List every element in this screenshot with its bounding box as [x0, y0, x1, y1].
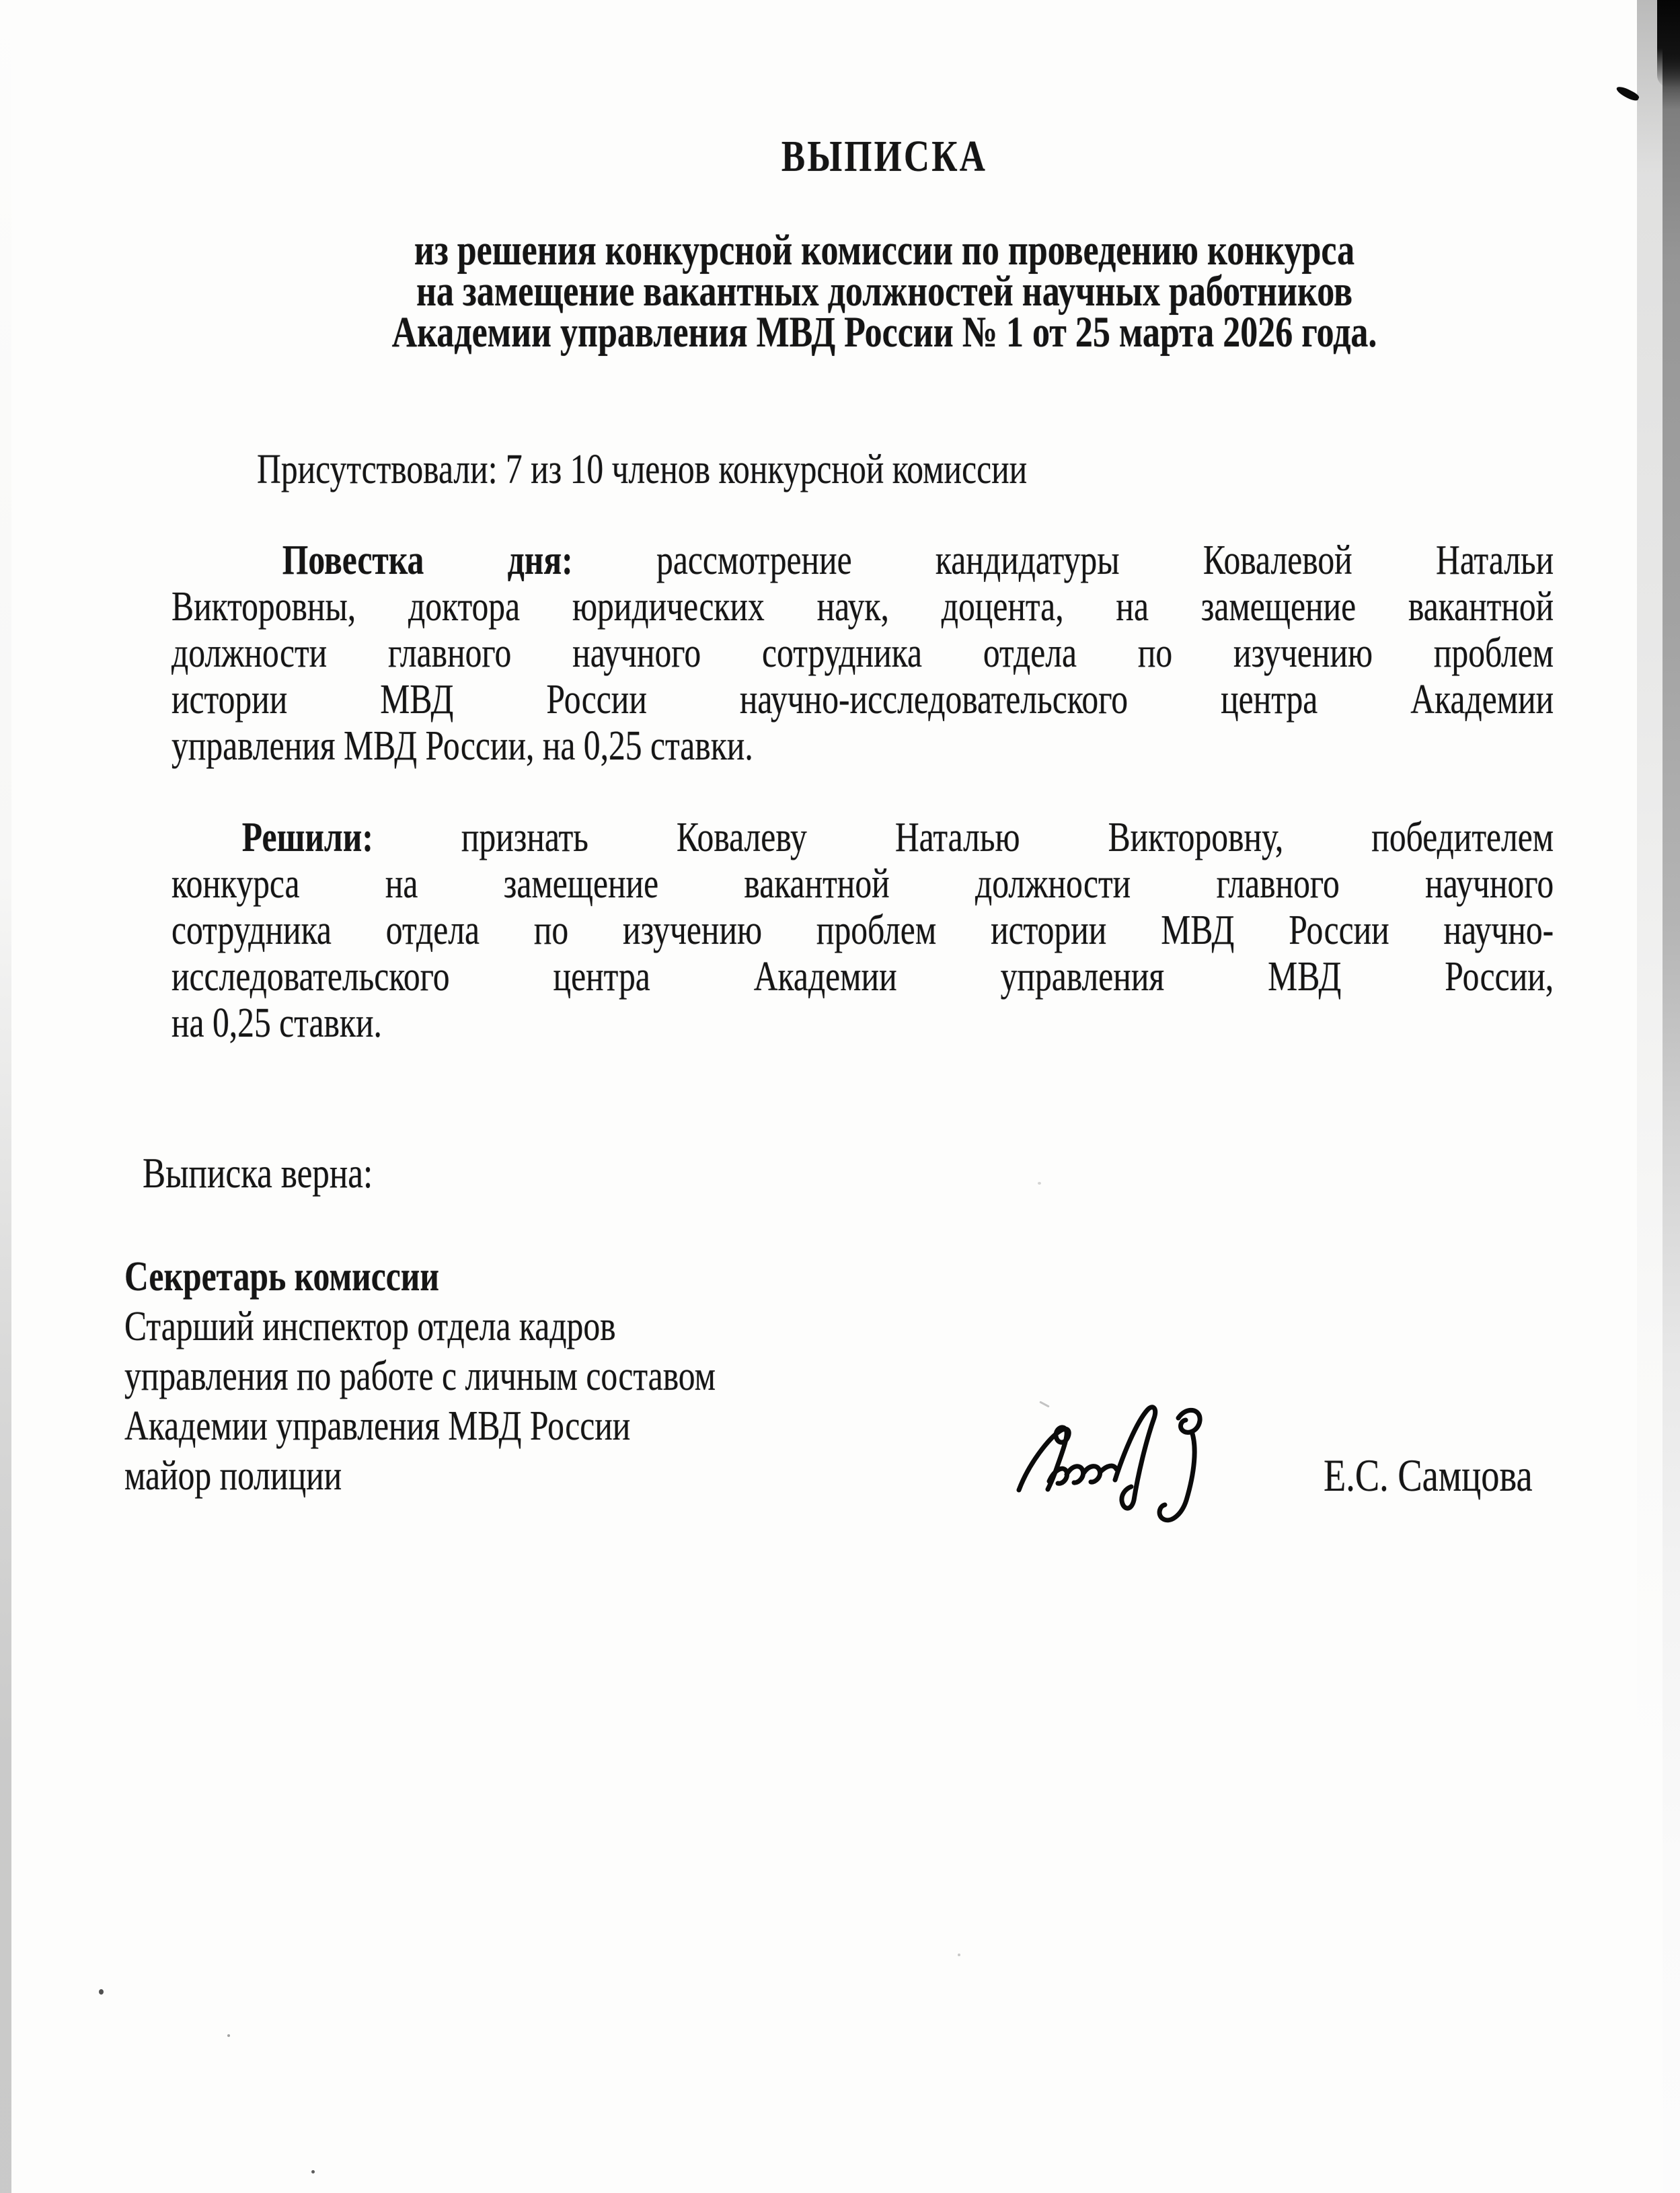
agenda-paragraph — [171, 537, 1554, 770]
agenda-line: должности главного научного сотрудника отдела по изучению проблем — [171, 630, 1554, 676]
signatory-role-line: майор полиции — [124, 1453, 342, 1499]
dust-speck — [227, 2034, 230, 2037]
attendance-line: Присутствовали: 7 из 10 членов конкурсной комиссии — [257, 447, 1028, 492]
resolution-label: Решили: — [241, 815, 373, 860]
certification-line: Выписка верна: — [143, 1149, 373, 1197]
agenda-line — [171, 537, 1554, 584]
handwritten-signature-icon — [1002, 1399, 1231, 1561]
agenda-line-rest: рассмотрение кандидатуры Ковалевой Натальи — [572, 537, 1554, 583]
signatory-block — [124, 1252, 716, 1501]
resolution-line — [171, 815, 1554, 861]
signatory-name: Е.С. Самцова — [1324, 1450, 1533, 1501]
dust-speck — [99, 1989, 104, 1995]
resolution-line: конкурса на замещение вакантной должности главного научного — [171, 861, 1554, 907]
subtitle-line: на замещение вакантных должностей научных работников — [416, 267, 1353, 315]
agenda-line: Викторовны, доктора юридических наук, доцента, на замещение вакантной — [171, 584, 1554, 630]
agenda-line: управления МВД России, на 0,25 ставки. — [171, 723, 753, 769]
dust-speck — [1038, 1182, 1041, 1185]
resolution-paragraph — [171, 815, 1554, 1047]
dust-speck — [311, 2170, 315, 2173]
resolution-line: исследовательского центра Академии управления МВД России, — [171, 954, 1554, 1000]
dust-speck — [958, 1954, 960, 1956]
resolution-line: на 0,25 ставки. — [171, 1000, 382, 1046]
signatory-role-line: Старший инспектор отдела кадров — [124, 1304, 616, 1349]
scan-edge-left-band — [0, 0, 11, 2193]
scan-edge-right-corner — [1657, 0, 1680, 87]
resolution-line: сотрудника отдела по изучению проблем истории МВД России научно- — [171, 907, 1554, 953]
resolution-line-rest: признать Ковалеву Наталью Викторовну, победителем — [373, 815, 1554, 860]
agenda-label: Повестка дня: — [282, 537, 573, 583]
document-subtitle — [225, 226, 1543, 357]
signatory-role-line: Академии управления МВД России — [124, 1403, 631, 1449]
agenda-line: истории МВД России научно-исследовательского центра Академии — [171, 677, 1554, 722]
signatory-role-title: Секретарь комиссии — [124, 1254, 439, 1300]
subtitle-line: из решения конкурсной комиссии по проведению конкурса — [414, 226, 1355, 274]
signatory-role-line: управления по работе с личным составом — [124, 1353, 716, 1399]
document-title: ВЫПИСКА — [781, 132, 988, 181]
subtitle-line: Академии управления МВД России № 1 от 25 марта 2026 года. — [391, 308, 1377, 357]
scan-edge-right-band — [1663, 0, 1680, 2193]
